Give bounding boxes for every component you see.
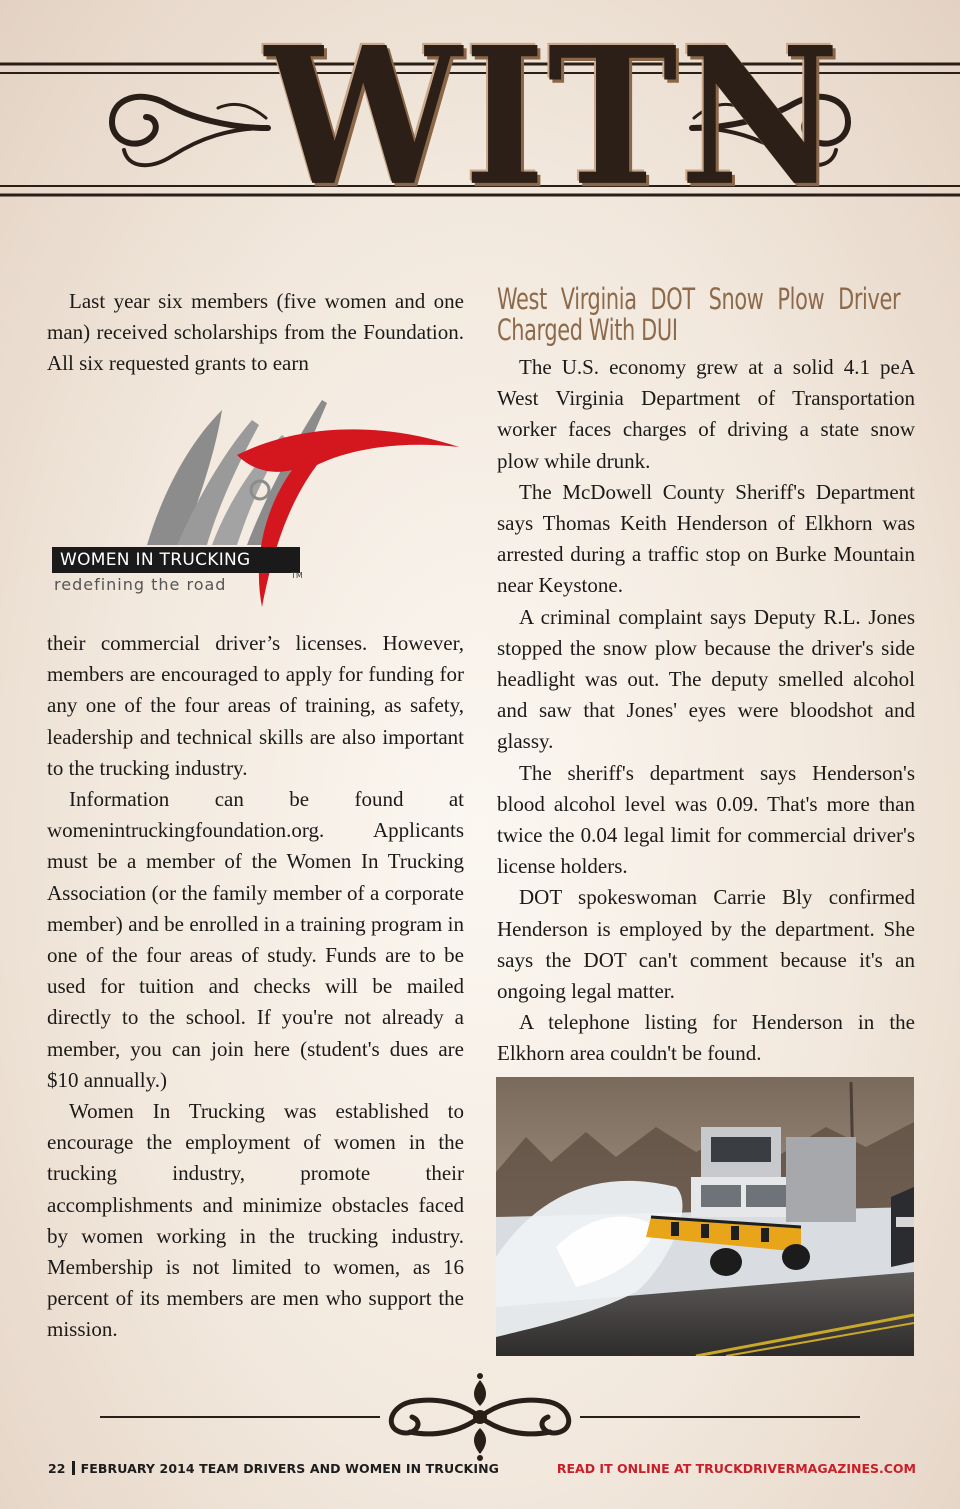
logo-trademark: TM bbox=[291, 571, 303, 580]
article-paragraph: Last year six members (five women and one man) received scholarships from the Foundation. All six requested grants to earn bbox=[47, 289, 464, 376]
footer-ornament bbox=[100, 1372, 860, 1462]
page-number: 22 bbox=[48, 1461, 66, 1476]
read-online-link[interactable]: READ IT ONLINE AT TRUCKDRIVERMAGAZINES.COM bbox=[556, 1461, 916, 1476]
left-column-top bbox=[47, 286, 464, 380]
masthead-letter: W bbox=[265, 6, 464, 229]
article-paragraph: The McDowell County Sheriff's Department says Thomas Keith Henderson of Elkhorn was arrested during a traffic stop on Burke Mountain near Keystone. bbox=[497, 479, 915, 598]
right-column bbox=[497, 284, 915, 1070]
masthead-title bbox=[265, 6, 842, 229]
article-paragraph: Information can be found at womenintruckingfoundation.org. Applicants must be a member of the Women In Trucking Association (or the family member of a corporate member) and be enrolled in a training program in one of the four areas of study. Funds are to be used for tuition and checks will be mailed directly to the school. If you're not already a member, you can join here (student's dues are $10 annually.) bbox=[47, 787, 464, 1092]
masthead-letter: I bbox=[463, 6, 548, 229]
article-headline: West Virginia DOT Snow Plow Driver Charged With DUI bbox=[497, 282, 901, 347]
left-column-bottom bbox=[47, 628, 464, 1346]
article-paragraph: A telephone listing for Henderson in the Elkhorn area couldn't be found. bbox=[497, 1010, 915, 1066]
article-paragraph: their commercial driver’s licenses. However, members are encouraged to apply for funding for any one of the four areas of training, as safety, leadership and technical skills are also important to the trucking industry. bbox=[47, 631, 464, 780]
women-in-trucking-logo bbox=[47, 395, 464, 610]
left-scroll-ornament bbox=[112, 97, 268, 165]
masthead-letter: T bbox=[547, 6, 680, 229]
snow-plow-illustration bbox=[496, 1077, 914, 1356]
article-paragraph: The sheriff's department says Henderson's blood alcohol level was 0.09. That's more than twice the 0.04 legal limit for commercial driver's license holders. bbox=[497, 760, 915, 879]
logo-label: WOMEN IN TRUCKING bbox=[52, 547, 300, 573]
footer-issue-info bbox=[48, 1461, 499, 1476]
article-paragraph: The U.S. economy grew at a solid 4.1 peA West Virginia Department of Transportation worker faces charges of driving a state snow plow while drunk. bbox=[497, 355, 915, 473]
article-paragraph: Women In Trucking was established to encourage the employment of women in the trucking industry, promote their accomplishments and minimize obstacles faced by women working in the trucking industry. Membership is not limited to women, as 16 percent of its members are men who support the mission. bbox=[47, 1099, 464, 1342]
article-paragraph: DOT spokeswoman Carrie Bly confirmed Henderson is employed by the department. She says the DOT can't comment because it's an ongoing legal matter. bbox=[497, 885, 915, 1004]
article-paragraph: A criminal complaint says Deputy R.L. Jones stopped the snow plow because the driver's side headlight was out. The deputy smelled alcohol and saw that Jones' eyes were bloodshot and glassy. bbox=[497, 604, 915, 754]
snow-plow-photo bbox=[496, 1077, 914, 1356]
masthead-letter: N bbox=[679, 6, 842, 229]
logo-tagline: redefining the road bbox=[54, 575, 227, 594]
issue-title: FEBRUARY 2014 TEAM DRIVERS AND WOMEN IN TRUCKING bbox=[80, 1461, 500, 1476]
footer-separator bbox=[72, 1461, 75, 1475]
masthead bbox=[0, 0, 960, 240]
